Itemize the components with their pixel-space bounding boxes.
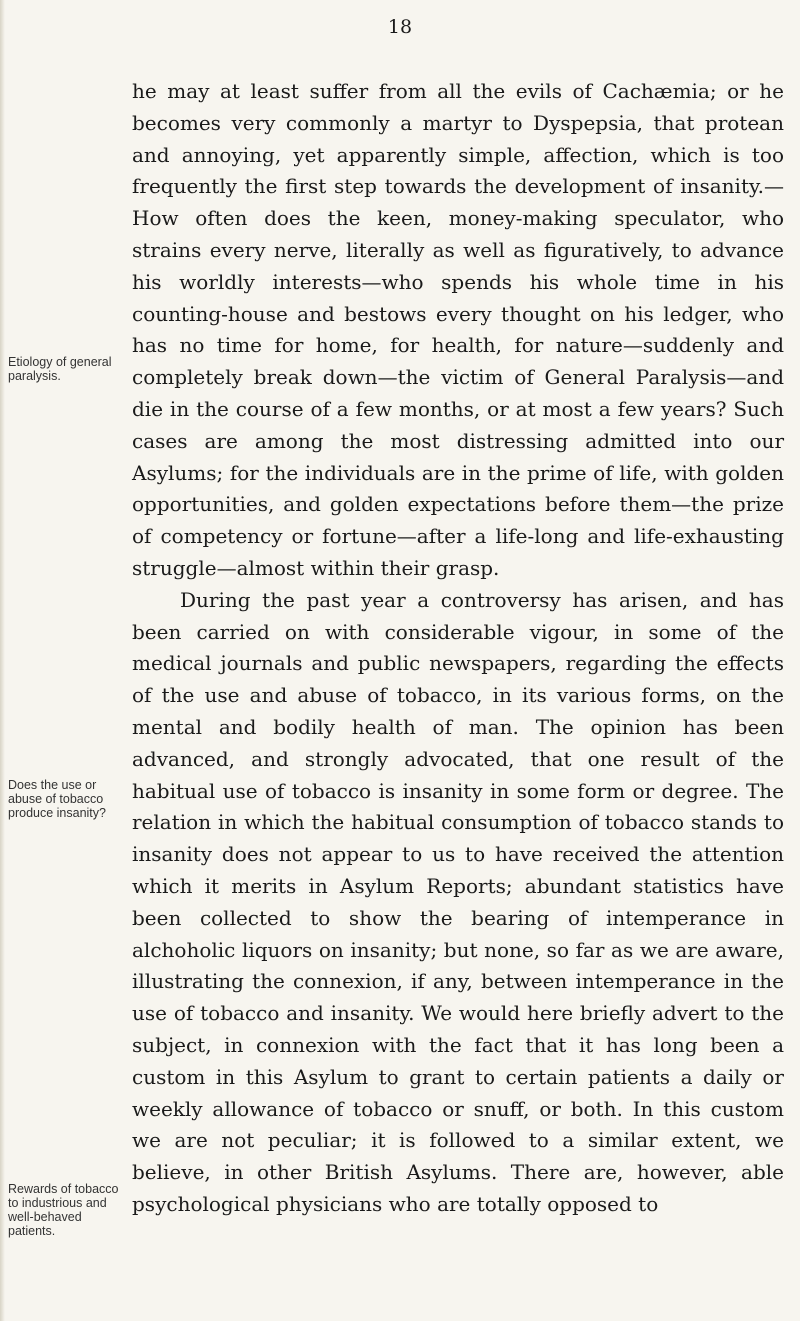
page-number: 18 <box>387 16 413 38</box>
margin-note-rewards: Rewards of tobacco to industrious and well-behaved patients. <box>8 1182 119 1238</box>
margin-note-tobacco: Does the use or abuse of tobacco produce insanity? <box>8 778 106 820</box>
paragraph-tobacco-controversy: During the past year a controversy has arisen, and has been carried on with considerable vigour, in some of the medical journals and public newspapers, regarding the effects of the use and abuse of tobacco, in its various forms, on the mental and bodily health of man. The opinion has been advanced, and strongly advocated, that one result of the habitual use of tobacco is insanity in some form or degree. The relation in which the habitual consumption of tobacco stands to insanity does not appear to us to have received the attention which it merits in Asylum Reports; abundant statistics have been collected to show the bearing of intemperance in alchoholic liquors on insanity; but none, so far as we are aware, illustrating the connexion, if any, between intemperance in the use of tobacco and insanity. We would here briefly advert to the subject, in connexion with the fact that it has long been a custom in this Asylum to grant to certain patients a daily or weekly allowance of tobacco or snuff, or both. In this custom we are not peculiar; it is followed to a similar extent, we believe, in other British Asylums. There are, however, able psychological physicians who are totally opposed to <box>132 587 784 1216</box>
margin-note-etiology: Etiology of general paralysis. <box>8 355 112 383</box>
body-text <box>132 76 784 1221</box>
paragraph-cachaemia: he may at least suffer from all the evils of Cachæmia; or he becomes very commonly a martyr to Dyspepsia, that protean and annoying, yet apparently simple, affection, which is too frequently the first step towards the development of insanity.—How often does the keen, money-making speculator, who strains every nerve, literally as well as figuratively, to advance his worldly interests—who spends his whole time in his counting-house and bestows every thought on his ledger, who has no time for home, for health, for nature—suddenly and completely break down—the victim of General Paralysis—and die in the course of a few months, or at most a few years? Such cases are among the most distressing admitted into our Asylums; for the individuals are in the prime of life, with golden opportunities, and golden expectations before them—the prize of competency or fortune—after a life-long and life-exhausting struggle—almost within their grasp. <box>132 79 784 580</box>
page-edge-shadow <box>0 0 5 1321</box>
